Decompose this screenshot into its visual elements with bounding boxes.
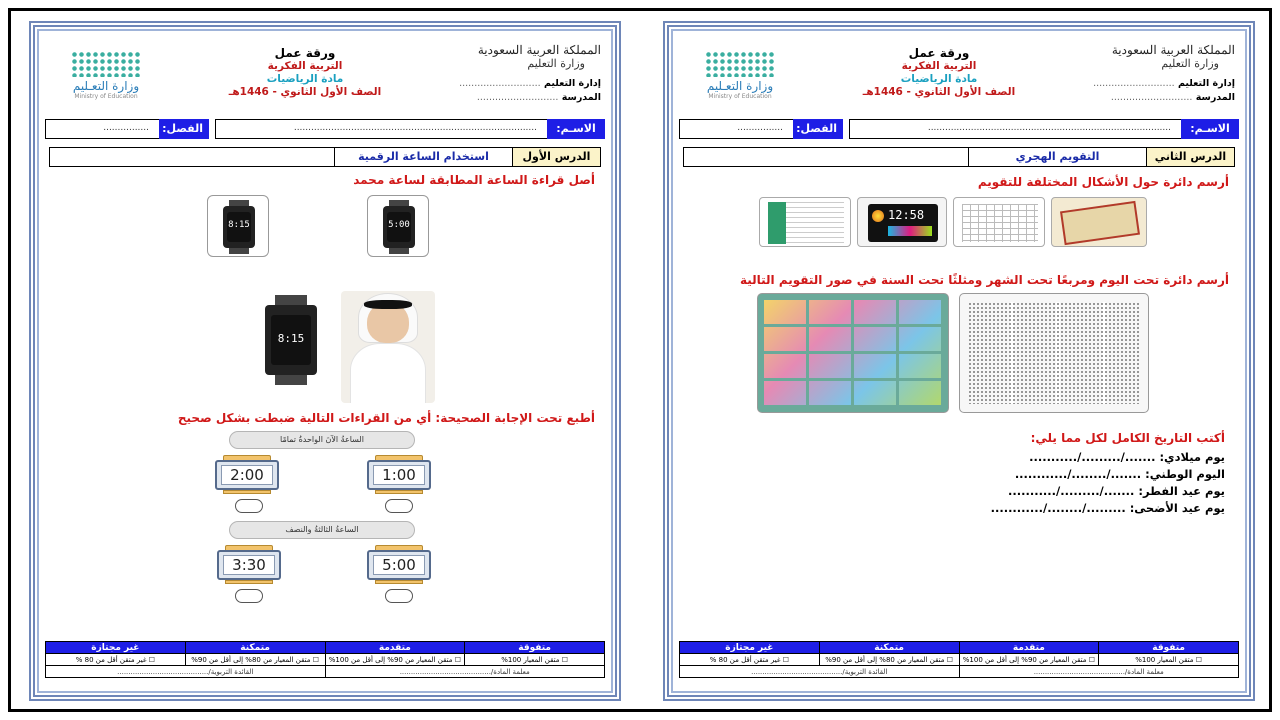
page-header — [45, 37, 605, 109]
ministry-logo: وزارة التعـليم Ministry of Education — [51, 51, 161, 100]
name-label: الاسـم: — [1181, 119, 1239, 139]
answer-circle-2[interactable] — [235, 499, 263, 513]
worksheet-page-2 — [663, 21, 1255, 701]
rating-header: متفوقة — [1099, 642, 1239, 654]
calendar-option-wall[interactable] — [953, 197, 1045, 247]
watch-option-2[interactable]: 8:15 — [207, 195, 269, 257]
clock-option-3-30: 3:30 — [217, 545, 281, 585]
teacher-signature: معلمة المادة/......................................... — [959, 666, 1239, 678]
calendar-option-desk[interactable] — [759, 197, 851, 247]
class-label: الفصل: — [159, 119, 209, 139]
worksheet-title: ورقة عمل — [908, 46, 970, 60]
kingdom-logo-text: المملكة العربية السعودية وزارة التعليم — [477, 43, 601, 70]
kingdom-logo-text: المملكة العربية السعودية وزارة التعليم — [1111, 43, 1235, 70]
calendar-option-digital-clock[interactable] — [857, 197, 947, 247]
answer-circle-4[interactable] — [235, 589, 263, 603]
date-line-national-day[interactable]: اليوم الوطني: ......./......../............ — [1014, 467, 1225, 481]
class-field[interactable]: ................ — [737, 123, 783, 133]
lesson-number: الدرس الأول — [512, 148, 600, 166]
rating-header: متمكنة — [185, 642, 325, 654]
lesson-title: التقويم الهجري — [968, 148, 1146, 166]
question-1: أرسم دائرة حول الأشكال المختلفة للتقويم — [977, 175, 1229, 189]
class-label: الفصل: — [793, 119, 843, 139]
rating-criterion[interactable]: ☐ متقن المعيار من 80% إلى أقل من 90% — [185, 654, 325, 666]
class-field[interactable]: ................ — [103, 123, 149, 133]
ministry-logo: وزارة التعـليم Ministry of Education — [685, 51, 795, 100]
mohammed-watch: 8:15 — [265, 305, 317, 375]
name-class-bar — [679, 119, 1239, 139]
date-line-eid-fitr[interactable]: يوم عيد الفطر: ......./........./........... — [1007, 484, 1225, 498]
rating-criterion[interactable]: ☐ متقن المعيار من 80% إلى أقل من 90% — [819, 654, 959, 666]
date-lines — [991, 449, 1225, 517]
prompt-2: الساعةُ الثالثةُ والنصف — [229, 521, 415, 539]
admin-school-fields: إدارة التعليم ........................... المدرسة ........................... — [1093, 78, 1235, 103]
lesson-number: الدرس الثاني — [1146, 148, 1234, 166]
lesson-bar — [683, 147, 1235, 167]
rating-header: غير مجتازة — [46, 642, 186, 654]
date-line-birthday[interactable]: يوم ميلادي: ......./........./........... — [1029, 450, 1225, 464]
admin-school-fields: إدارة التعليم ........................... المدرسة ........................... — [459, 78, 601, 103]
rating-criterion[interactable]: ☐ متقن المعيار من 90% إلى أقل من 100% — [959, 654, 1099, 666]
clock-option-2-00: 2:00 — [215, 455, 279, 495]
document-frame — [8, 8, 1272, 712]
page-header — [679, 37, 1239, 109]
lesson-bar — [49, 147, 601, 167]
rating-criterion[interactable]: ☐ متقن المعيار 100% — [1099, 654, 1239, 666]
answer-circle-1[interactable] — [385, 499, 413, 513]
question-1: أصل قراءة الساعة المطابقة لساعة محمد — [353, 173, 595, 187]
rating-criterion[interactable]: ☐ غير متقن أقل من 80 % — [680, 654, 820, 666]
rating-criterion[interactable]: ☐ متقن المعيار من 90% إلى أقل من 100% — [325, 654, 465, 666]
digital-clock-readout: 12:58 — [888, 208, 925, 222]
boy-mohammed-image — [341, 291, 435, 403]
rating-table — [679, 641, 1239, 683]
worksheet-title: ورقة عمل — [274, 46, 336, 60]
rating-header: متفوقة — [465, 642, 605, 654]
leader-signature: القائدة التربوية/......................................... — [46, 666, 326, 678]
rating-table — [45, 641, 605, 683]
name-label: الاسـم: — [547, 119, 605, 139]
watch-option-1[interactable]: 5:00 — [367, 195, 429, 257]
rating-criterion[interactable]: ☐ غير متقن أقل من 80 % — [46, 654, 186, 666]
calendar-image-hijri — [757, 293, 949, 413]
leader-signature: القائدة التربوية/......................................... — [680, 666, 960, 678]
date-line-eid-adha[interactable]: يوم عيد الأضحى: ........./......../............ — [990, 501, 1225, 515]
calendar-option-paper[interactable] — [1051, 197, 1147, 247]
teacher-signature: معلمة المادة/......................................... — [325, 666, 605, 678]
question-3: أكتب التاريخ الكامل لكل مما يلي: — [1030, 431, 1225, 445]
rating-criterion[interactable]: ☐ متقن المعيار 100% — [465, 654, 605, 666]
question-2: أطبع تحت الإجابة الصحيحة: أي من القراءات التالية ضبطت بشكل صحيح — [177, 411, 595, 425]
lesson-title: استخدام الساعة الرقمية — [334, 148, 512, 166]
answer-circle-3[interactable] — [385, 589, 413, 603]
worksheet-page-1 — [29, 21, 621, 701]
calendar-image-gregorian — [959, 293, 1149, 413]
prompt-1: الساعةُ الآنَ الواحدةُ تمامًا — [229, 431, 415, 449]
worksheet-title-block: ورقة عمل التربية الفكرية مادة الرياضيات الصف الأول الثانوي - 1446هـ — [205, 47, 405, 99]
rating-header: متمكنة — [819, 642, 959, 654]
clock-option-5-00: 5:00 — [367, 545, 431, 585]
name-field[interactable]: ..................................................................................... — [293, 123, 537, 133]
name-field[interactable]: ..................................................................................... — [927, 123, 1171, 133]
question-2: أرسم دائرة تحت اليوم ومربعًا تحت الشهر ومثلثًا تحت السنة في صور التقويم التالية — [739, 273, 1229, 287]
rating-header: متقدمة — [959, 642, 1099, 654]
name-class-bar — [45, 119, 605, 139]
rating-header: متقدمة — [325, 642, 465, 654]
rating-header: غير مجتازة — [680, 642, 820, 654]
worksheet-title-block: ورقة عمل التربية الفكرية مادة الرياضيات الصف الأول الثانوي - 1446هـ — [839, 47, 1039, 99]
clock-option-1-00: 1:00 — [367, 455, 431, 495]
